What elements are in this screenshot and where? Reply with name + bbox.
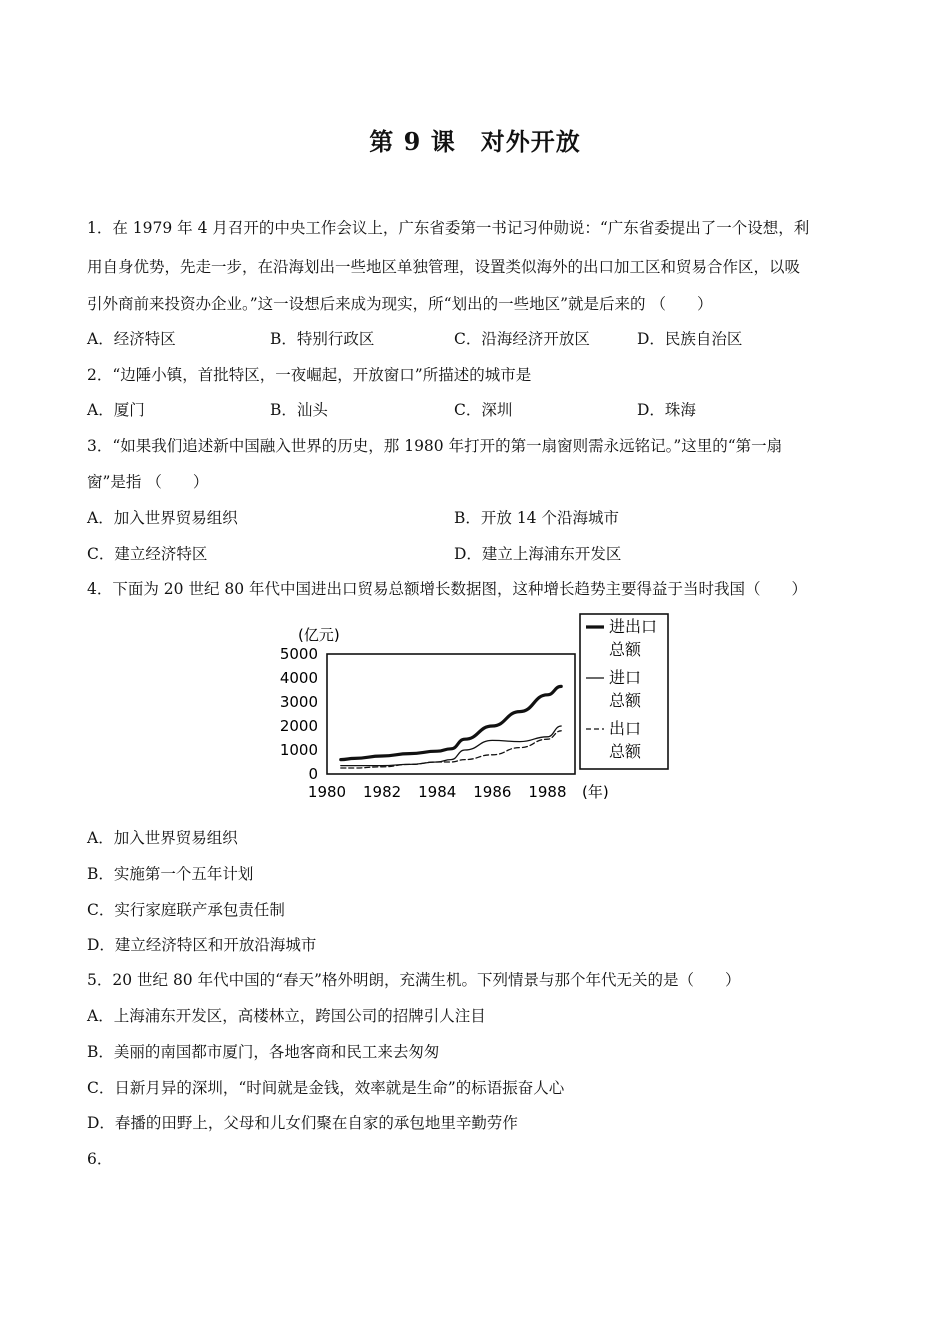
chart-plot-frame [327,654,575,774]
chart-xtick-label: 1984 [418,783,457,801]
question-6-text: 6． [87,1150,113,1168]
chart-xtick-label: 1982 [363,783,402,801]
chart-series [341,686,561,768]
chart-legend-label: 出口 [609,719,642,738]
chart-xlabel: (年) [582,783,609,801]
question-2-option-d[interactable]: D．珠海 [637,401,696,419]
question-2-option-a[interactable]: A．厦门 [87,401,145,419]
question-3-line-2: 窗”是指 （ ） [87,473,209,491]
question-3-option-b[interactable]: B．开放 14 个沿海城市 [454,509,619,527]
chart-series-line-1 [341,686,561,759]
chart-series-line-2 [341,726,561,766]
question-2-option-c[interactable]: C．深圳 [454,401,513,419]
question-4-text: 4．下面为 20 世纪 80 年代中国进出口贸易总额增长数据图，这种增长趋势主要得益于当时我国（ ） [87,580,808,598]
question-1-option-a[interactable]: A．经济特区 [87,330,176,348]
chart-ytick-label: 0 [308,765,318,783]
question-4-option-d[interactable]: D．建立经济特区和开放沿海城市 [87,936,317,954]
chart-ytick-label: 1000 [279,741,318,759]
question-1-line-2: 用自身优势，先走一步，在沿海划出一些地区单独管理，设置类似海外的出口加工区和贸易合作区，以吸 [87,258,801,276]
chart-xtick-label: 1988 [528,783,567,801]
question-4-option-a[interactable]: A．加入世界贸易组织 [87,829,238,847]
question-3-line-1: 3．“如果我们追述新中国融入世界的历史，那 1980 年打开的第一扇窗则需永远铭记。”这里的“第一扇 [87,437,783,455]
question-5-option-b[interactable]: B．美丽的南国都市厦门，各地客商和民工来去匆匆 [87,1043,440,1061]
chart-xtick-labels [308,783,567,801]
page-title: 第 9 课 对外开放 [369,127,581,156]
chart-ytick-label: 2000 [279,717,318,735]
chart-legend-label: 总额 [609,742,642,761]
trade-chart [270,610,680,810]
question-5-option-d[interactable]: D．春播的田野上，父母和儿女们聚在自家的承包地里辛勤劳作 [87,1114,518,1132]
chart-legend-label: 进出口 [609,617,658,636]
question-3-option-c[interactable]: C．建立经济特区 [87,545,208,563]
question-1-option-d[interactable]: D．民族自治区 [637,330,743,348]
chart-ytick-label: 5000 [279,645,318,663]
question-1-option-b[interactable]: B．特别行政区 [270,330,375,348]
question-5-option-c[interactable]: C．日新月异的深圳，“时间就是金钱，效率就是生命”的标语振奋人心 [87,1079,565,1097]
question-3-option-a[interactable]: A．加入世界贸易组织 [87,509,238,527]
question-4-option-b[interactable]: B．实施第一个五年计划 [87,865,254,883]
chart-xtick-label: 1986 [473,783,512,801]
chart-ytick-label: 4000 [279,669,318,687]
chart-legend [586,617,657,761]
question-2-text: 2．“边陲小镇，首批特区，一夜崛起，开放窗口”所描述的城市是 [87,366,532,384]
chart-ytick-label: 3000 [279,693,318,711]
chart-legend-label: 总额 [609,691,642,710]
question-5-option-a[interactable]: A．上海浦东开发区，高楼林立，跨国公司的招牌引人注目 [87,1007,486,1025]
question-1-option-c[interactable]: C．沿海经济开放区 [454,330,590,348]
question-1-line-1: 1．在 1979 年 4 月召开的中央工作会议上，广东省委第一书记习仲勋说：“广东省委提出了一个设想，利 [87,219,810,237]
question-1-line-3: 引外商前来投资办企业。”这一设想后来成为现实，所“划出的一些地区”就是后来的 （ ） [87,295,713,313]
question-4-option-c[interactable]: C．实行家庭联产承包责任制 [87,901,285,919]
question-5-text: 5．20 世纪 80 年代中国的“春天”格外明朗，充满生机。下列情景与那个年代无关的是（ ） [87,971,741,989]
chart-xtick-label: 1980 [307,783,347,801]
chart-ylabel: (亿元) [298,626,340,644]
chart-legend-label: 进口 [609,668,642,687]
chart-ytick-labels [280,645,318,783]
question-2-option-b[interactable]: B．汕头 [270,401,328,419]
question-3-option-d[interactable]: D．建立上海浦东开发区 [454,545,622,563]
chart-legend-label: 总额 [609,640,642,659]
